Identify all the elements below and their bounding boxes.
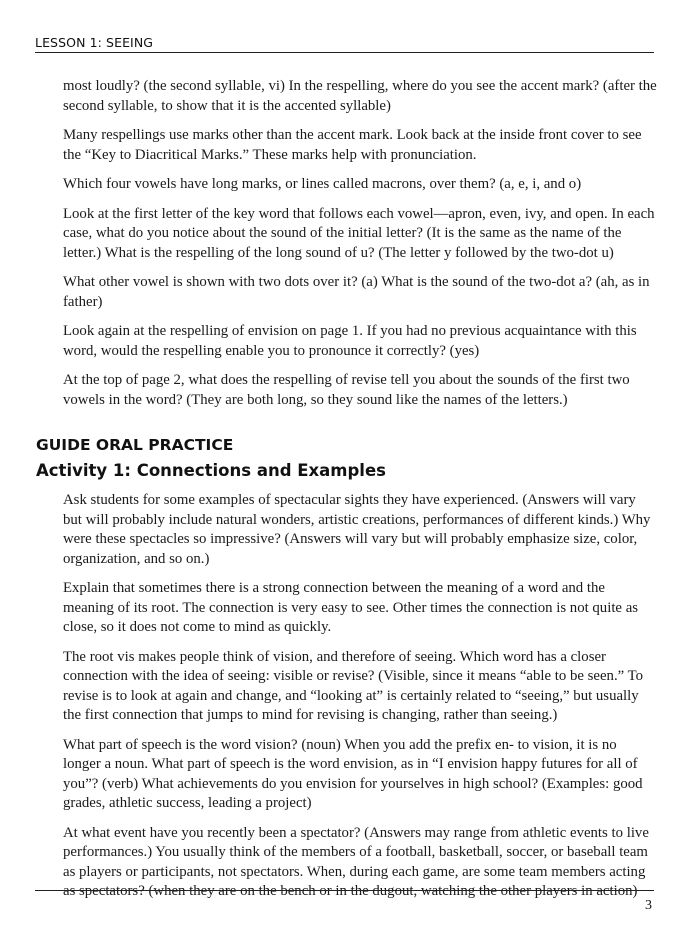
- intro-paragraph: Many respellings use marks other than the accent mark. Look back at the inside front cover to see the “Key to Diacritical Marks.” These marks help with pronunciation.: [63, 127, 642, 163]
- intro-paragraph: Which four vowels have long marks, or lines called macrons, over them? (a, e, i, and o): [63, 176, 582, 192]
- lesson-header: LESSON 1: SEEING: [35, 35, 154, 50]
- activity-paragraph: Explain that sometimes there is a strong connection between the meaning of a word and the meaning of its root. The connection is very easy to see. Other times the connection is not quite as close, so it does not come to mind as quickly.: [63, 580, 639, 635]
- intro-paragraph: Look again at the respelling of envision on page 1. If you had no previous acquaintance with this word, would the respelling enable you to pronounce it correctly? (yes): [63, 323, 637, 359]
- header-rule: [35, 52, 654, 53]
- activity-paragraph: At what event have you recently been a spectator? (Answers may range from athletic events to live performances.) You usually think of the members of a football, basketball, soccer, or baseball team as players or participants, not spectators. When, during each game, are some team members acting as spectators? (when they are on the bench or in the dugout, watching the other players in action): [63, 824, 649, 899]
- page-body: [36, 77, 658, 912]
- activity-paragraph: Ask students for some examples of spectacular sights they have experienced. (Answers will vary but will probably include natural wonders, artistic creations, performances of different kinds.) Why were these spectacles so impressive? (Answers will vary but will probably emphasize size, color, organization, and so on.): [63, 492, 651, 567]
- section-heading: GUIDE ORAL PRACTICE: [36, 436, 234, 454]
- intro-paragraph: Look at the first letter of the key word that follows each vowel—apron, even, ivy, and open. In each case, what do you notice about the sound of the initial letter? (It is the same as the name of the letter.) What is the respelling of the long sound of u? (The letter y followed by the two-dot u): [63, 205, 655, 261]
- page-number: 3: [645, 898, 652, 913]
- intro-paragraph: most loudly? (the second syllable, vi) In the respelling, where do you see the accent mark? (after the second syllable, to show that it is the accented syllable): [63, 78, 657, 114]
- activity-heading: Activity 1: Connections and Examples: [36, 461, 386, 480]
- footer-rule: [35, 890, 654, 891]
- activity-paragraph: The root vis makes people think of vision, and therefore of seeing. Which word has a closer connection with the idea of seeing: visible or revise? (Visible, since it means “able to be seen.” To revise is to look at again and change, and “looking at” is certainly related to “seeing,” but usually the first connection that jumps to mind for revising is changing, rather than seeing.): [63, 648, 644, 723]
- intro-paragraph: What other vowel is shown with two dots over it? (a) What is the sound of the two-dot a? (ah, as in father): [63, 274, 650, 310]
- activity-paragraph: What part of speech is the word vision? (noun) When you add the prefix en- to vision, it is no longer a noun. What part of speech is the word envision, as in “I envision happy futures for all of you”? (verb) What achievements do you envision for yourselves in high school? (Examples: good grades, athletic success, leading a project): [63, 736, 643, 811]
- intro-paragraph: At the top of page 2, what does the respelling of revise tell you about the sounds of the first two vowels in the word? (They are both long, so they sound like the names of the letters.): [63, 372, 630, 408]
